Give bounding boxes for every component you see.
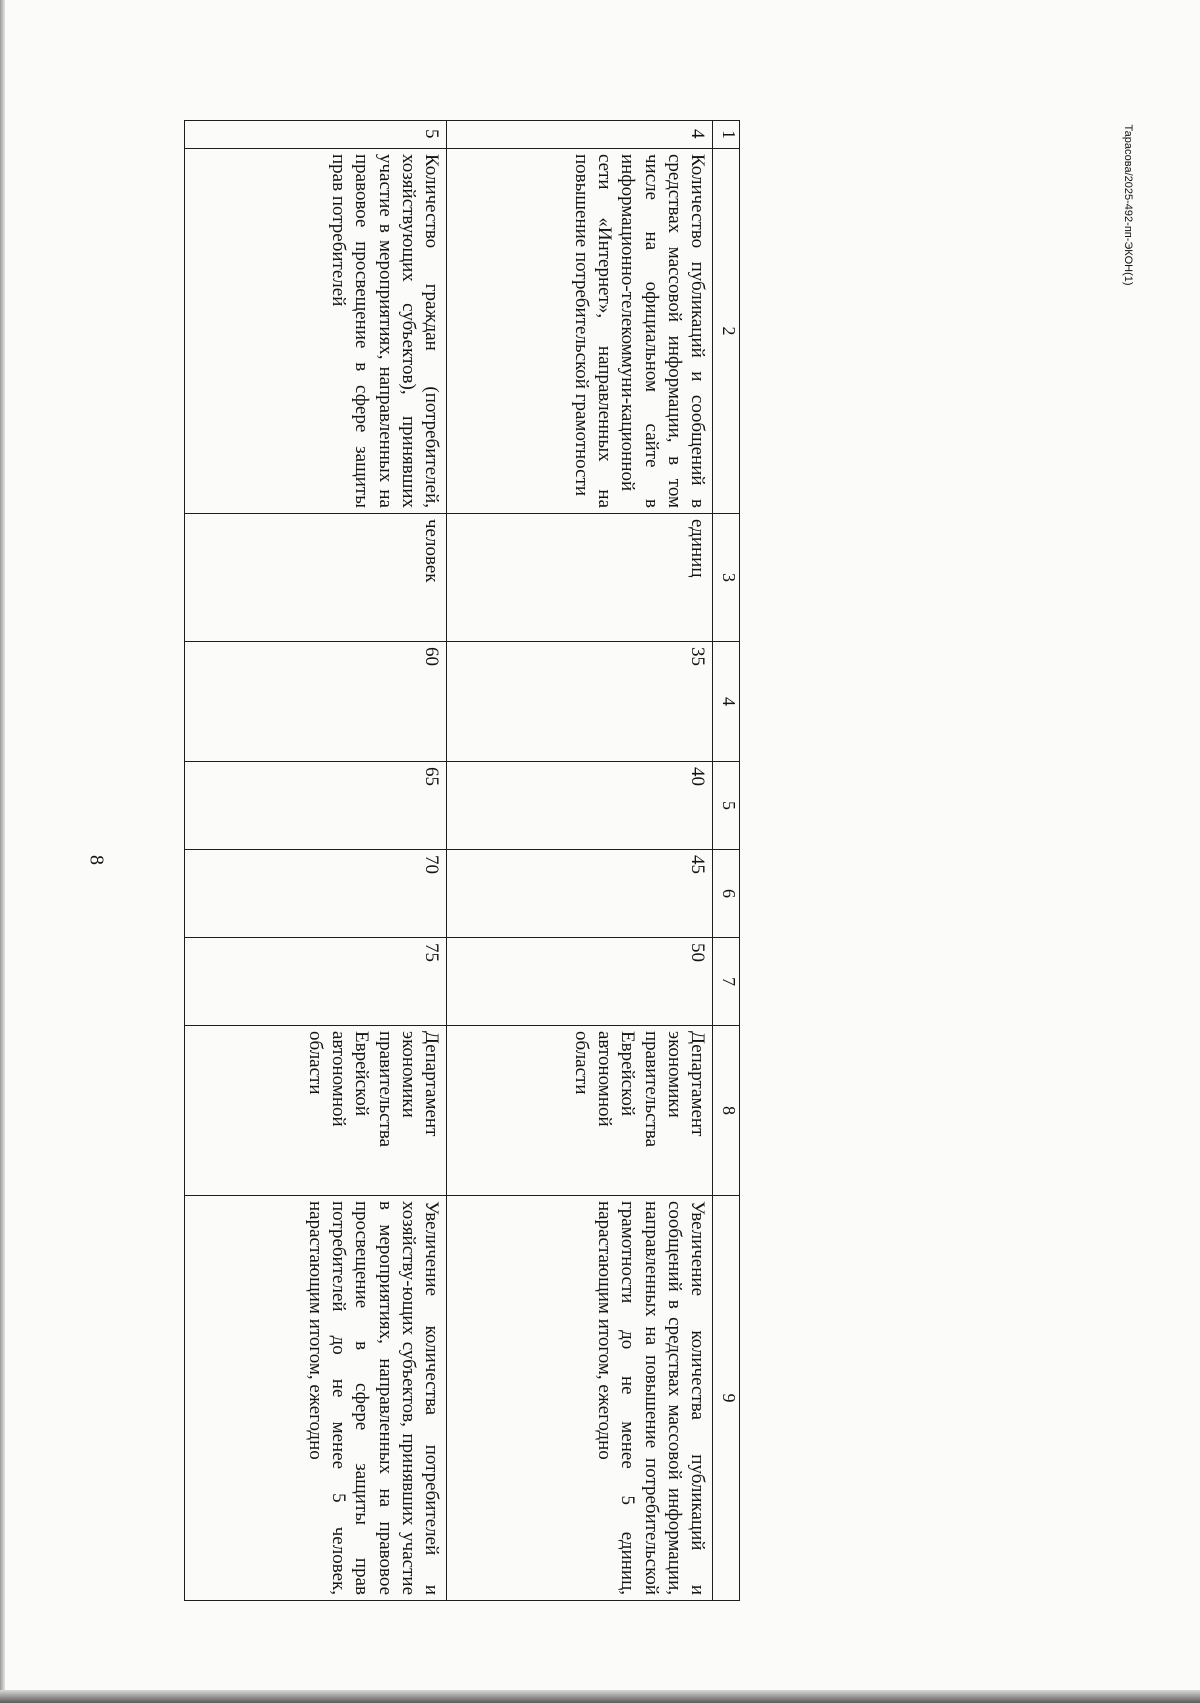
value-cell: 40 — [447, 762, 713, 850]
header-cell: 6 — [713, 850, 740, 938]
table-row — [185, 121, 447, 1601]
document-id: Тарасова/2025-492-пп-ЭКОН(1) — [1122, 124, 1134, 286]
table-row — [447, 121, 713, 1601]
header-cell: 9 — [713, 1196, 740, 1601]
value-cell: 75 — [185, 938, 447, 1026]
scan-left-edge — [0, 0, 5, 1703]
unit-cell: человек — [185, 514, 447, 642]
indicators-table-rotated — [180, 120, 740, 1600]
responsible-cell: Департамент экономики правительства Еврейской автономной области — [447, 1026, 713, 1196]
indicator-name: Количество граждан (потребителей, хозяйствующих субъектов), принявших участие в мероприятиях, направленных на правовое просвещение в сфере защиты прав потребителей — [185, 149, 447, 514]
header-cell: 7 — [713, 938, 740, 1026]
result-cell: Увеличение количества потребителей и хозяйству-ющих субъектов, принявших участие в мероприятиях, направленных на правовое просвещение в сфере защиты прав потребителей до не менее 5 человек, нарастающим итогом, ежегодно — [185, 1196, 447, 1601]
header-cell: 4 — [713, 642, 740, 762]
table-header-row — [713, 121, 740, 1601]
result-cell: Увеличение количества публикаций и сообщений в средствах массовой информации, направленных на повышение потребительской грамотности до не менее 5 единиц, нарастающим итогом, ежегодно — [447, 1196, 713, 1601]
header-cell: 8 — [713, 1026, 740, 1196]
value-cell: 45 — [447, 850, 713, 938]
value-cell: 70 — [185, 850, 447, 938]
scan-bottom-edge — [0, 1690, 1200, 1703]
header-cell: 3 — [713, 514, 740, 642]
value-cell: 50 — [447, 938, 713, 1026]
row-number: 5 — [185, 121, 447, 149]
indicator-name: Количество публикаций и сообщений в средствах массовой информации, в том числе на официальном сайте в информационно-телекоммуни-кационной сети «Интернет», направленных на повышение потребительской грамотности — [447, 149, 713, 514]
value-cell: 60 — [185, 642, 447, 762]
header-cell: 1 — [713, 121, 740, 149]
header-cell: 2 — [713, 149, 740, 514]
row-number: 4 — [447, 121, 713, 149]
unit-cell: единиц — [447, 514, 713, 642]
indicators-table — [184, 120, 740, 1601]
page-number: 8 — [85, 855, 108, 865]
responsible-cell: Департамент экономики правительства Еврейской автономной области — [185, 1026, 447, 1196]
header-cell: 5 — [713, 762, 740, 850]
value-cell: 35 — [447, 642, 713, 762]
value-cell: 65 — [185, 762, 447, 850]
